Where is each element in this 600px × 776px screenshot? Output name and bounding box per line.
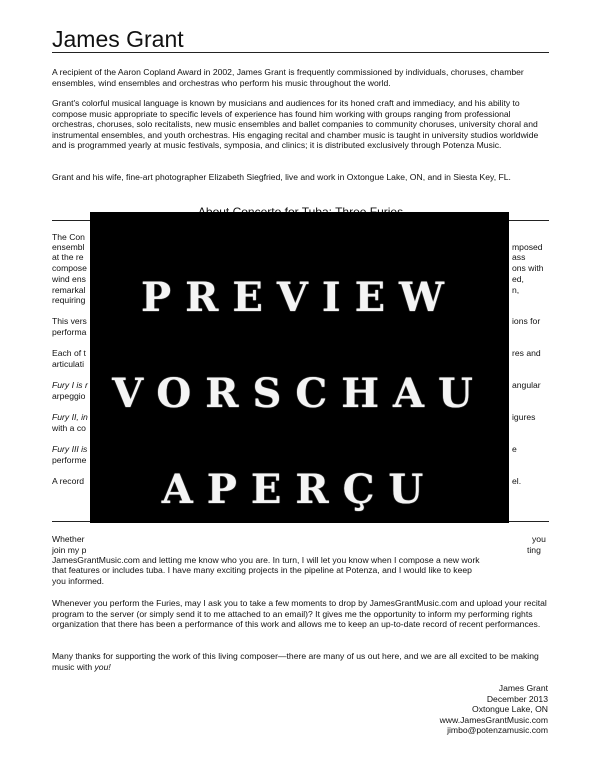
- bio-paragraph-2: Grant's colorful musical language is known by musicians and audiences for its honed craft and immediacy, and his ability to compose music appropriate to specific levels of experience has found him working with groups ranging from professional orchestras, choruses, solo recitalists, new music ensembles and ballet companies to community choruses, university choral and instrumental ensembles, and youth orchestras. His engaging recital and chamber music is taught in university studios worldwide and is programmed yearly at music festivals, symposia, and clinics; it is distributed exclusively through Potenza Music.: [52, 98, 539, 151]
- closing-paragraph-3: [52, 651, 549, 672]
- about-text-fragment: ed,: [512, 274, 524, 284]
- about-text-fragment: n,: [512, 285, 520, 295]
- signature-name: James Grant: [498, 683, 548, 693]
- bio-paragraph-1: A recipient of the Aaron Copland Award in 2002, James Grant is frequently commissioned by individuals, choruses, chamber ensembles, wind ensembles and orchestras who perform his music throughout the world.: [52, 67, 524, 88]
- closing-paragraph-3-text: Many thanks for supporting the work of this living composer—there are many of us out here, and we are all excited to be making music with: [52, 651, 539, 672]
- closing-text-fragment: ting: [527, 545, 541, 555]
- watermark-preview: PREVIEW: [141, 274, 458, 321]
- about-text-fragment: requiring: [52, 295, 86, 305]
- about-text-fragment: arpeggio: [52, 391, 86, 401]
- about-text-fragment: performa: [52, 327, 87, 337]
- about-text-fragment: Fury I is r: [52, 380, 88, 390]
- about-text-fragment: The Con: [52, 232, 85, 242]
- about-text-fragment: Fury II, in: [52, 412, 88, 422]
- closing-text-fragment: Whether: [52, 534, 85, 544]
- about-text-fragment: with a co: [52, 423, 86, 433]
- about-text-fragment: wind ens: [52, 274, 86, 284]
- signature-email: jimbo@potenzamusic.com: [447, 725, 548, 736]
- closing-paragraph-2: Whenever you perform the Furies, may I ask you to take a few moments to drop by JamesGrantMusic.com and upload your recital program to the server (or simply send it to me attached to an email)? It gives me the opportunity to inform my performing rights organization that there has been a performance of this work and allows me to keep an up-to-date record of recent performances.: [52, 598, 547, 630]
- closing-paragraph-3-emphasis: you!: [94, 661, 111, 672]
- about-text-fragment: performe: [52, 455, 87, 465]
- about-text-fragment: ensembl: [52, 242, 85, 252]
- closing-text-line: that features or includes tuba. I have many exciting projects in the pipeline at Potenza, and I would like to keep: [52, 565, 472, 575]
- about-text-fragment: ions for: [512, 316, 541, 326]
- signature-website: www.JamesGrantMusic.com: [439, 714, 548, 725]
- about-text-fragment: A record: [52, 476, 85, 486]
- title-rule: [52, 52, 549, 53]
- about-text-fragment: res and: [512, 348, 541, 358]
- closing-text-line: JamesGrantMusic.com and letting me know who you are. In turn, I will let you know when I compose a new work: [52, 555, 480, 565]
- page-title: James Grant: [52, 26, 184, 52]
- signature-place: Oxtongue Lake, ON: [472, 704, 548, 715]
- about-text-fragment: compose: [52, 263, 87, 273]
- signature-date: December 2013: [486, 693, 548, 704]
- about-text-fragment: ons with: [512, 263, 544, 273]
- about-text-fragment: Fury III is: [52, 444, 88, 454]
- preview-watermark-overlay: [90, 212, 509, 523]
- closing-text-line: you informed.: [52, 576, 105, 586]
- closing-text-fragment: join my p: [52, 545, 87, 555]
- about-text-fragment: angular: [512, 380, 541, 390]
- about-text-fragment: el.: [512, 476, 522, 486]
- signature-block: [440, 683, 548, 736]
- bio-paragraph-3: Grant and his wife, fine-art photographer Elizabeth Siegfried, live and work in Oxtongue Lake, ON, and in Siesta Key, FL.: [52, 172, 511, 182]
- about-text-fragment: igures: [512, 412, 536, 422]
- watermark-vorschau: VORSCHAU: [112, 370, 487, 417]
- about-text-fragment: mposed: [512, 242, 543, 252]
- about-text-fragment: Each of t: [52, 348, 86, 358]
- closing-text-fragment: you: [532, 534, 546, 544]
- about-text-fragment: remarkal: [52, 285, 86, 295]
- watermark-apercu: APERÇU: [161, 466, 438, 513]
- about-text-fragment: ass: [512, 252, 526, 262]
- about-text-fragment: This vers: [52, 316, 87, 326]
- about-text-fragment: e: [512, 444, 517, 454]
- about-text-fragment: at the re: [52, 252, 84, 262]
- about-text-fragment: articulati: [52, 359, 84, 369]
